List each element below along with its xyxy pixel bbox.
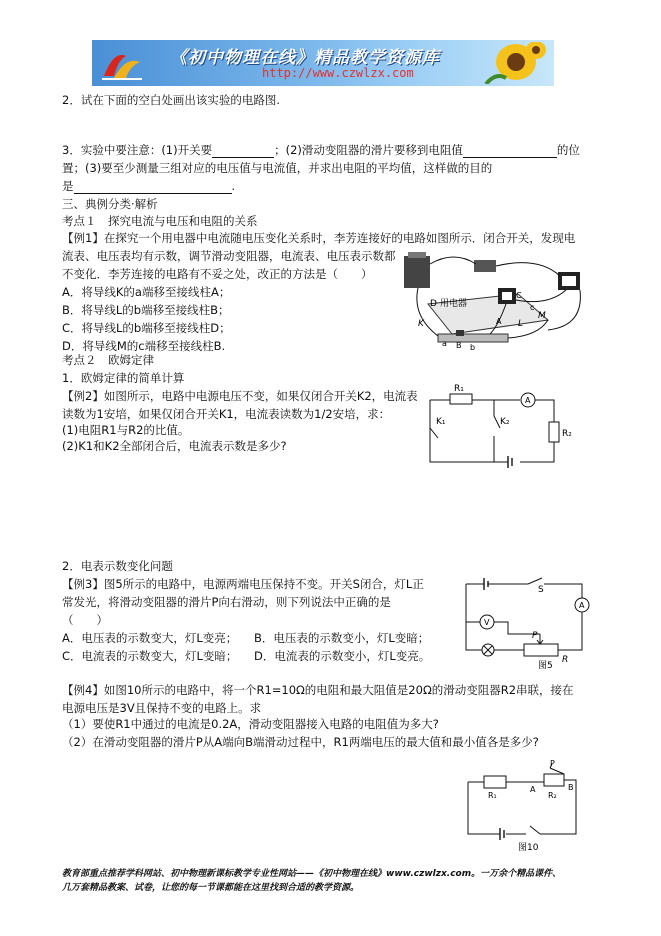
topic-2-heading: 考点２ 欧姆定律 xyxy=(62,353,154,367)
question-2: 2．试在下面的空白处画出该实验的电路图. xyxy=(62,93,280,107)
banner-url[interactable]: http://www.czwlzx.com xyxy=(262,66,414,80)
subsection-1: 1．欧姆定律的简单计算 xyxy=(62,371,185,385)
ex1-line3: 不变化．李芳连接的电路有不妥之处，改正的方法是（ ） xyxy=(62,267,373,281)
ex4-circuit-diagram xyxy=(460,758,586,854)
section-heading: 三、典例分类·解析 xyxy=(62,197,158,211)
battery-icon xyxy=(500,828,504,840)
label-r: R xyxy=(562,655,569,665)
figure-caption-5: 图5 xyxy=(538,661,553,670)
ex2-circuit-diagram xyxy=(420,380,580,472)
rheostat-r xyxy=(524,644,558,656)
battery-icon xyxy=(484,578,488,590)
footer-line2: 几万套精品教案、试卷，让您的每一节课都能在这里找到合适的教学资源。 xyxy=(62,883,360,893)
ex3-line1: 【例3】图5所示的电路中，电源两端电压保持不变。开关S闭合，灯L正 xyxy=(62,577,424,591)
q3-text-a: 3．实验中要注意：(1)开关要 xyxy=(62,143,213,157)
topic-1-heading: 考点１ 探究电流与电压和电阻的关系 xyxy=(62,214,258,228)
resistor-r1 xyxy=(484,776,506,788)
ex4-line1: 【例4】如图10所示的电路中，将一个R1=10Ω的电阻和最大阻值是20Ω的滑动变阻器R2串联，接在 xyxy=(62,683,574,697)
label-d: D xyxy=(430,299,437,309)
label-p: P xyxy=(532,631,538,641)
q3-text-d: 是 xyxy=(62,179,74,193)
resistor-r2 xyxy=(549,422,559,442)
ex3-line3: （ ） xyxy=(62,613,108,627)
q3-text-c: 的位 xyxy=(556,143,580,157)
ex1-line2: 流表、电压表均有示数，调节滑动变阻器，电流表、电压表示数都 xyxy=(62,249,396,263)
blank-field[interactable] xyxy=(74,181,232,194)
label-appliance: 用电器 xyxy=(440,299,468,309)
label-s: S xyxy=(538,585,544,595)
ex4-line3: （1）要使R1中通过的电流是0.2A，滑动变阻器接入电路的电阻值为多大? xyxy=(62,717,439,731)
label-b-cap: B xyxy=(456,341,462,350)
label-voltmeter: V xyxy=(484,618,490,627)
rheostat-icon xyxy=(438,334,508,342)
ex3-option-c: C．电流表的示数变大，灯L变暗； xyxy=(62,649,238,663)
ex1-option-d: D．将导线M的c端移至接线柱B. xyxy=(62,339,226,353)
ex2-line1: 【例2】如图所示，电路中电源电压不变，如果仅闭合开关K2，电流表 xyxy=(62,389,418,403)
footer-line1: 教育部重点推荐学科网站、初中物理新课标教学专业性网站——《初中物理在线》www.czwlzx.com。一万余个精品课件、 xyxy=(62,869,562,879)
sunflower-icon xyxy=(466,42,548,84)
ex3-option-d: D．电流表的示数变小，灯L变亮。 xyxy=(254,649,431,663)
ex3-circuit-diagram xyxy=(458,574,598,670)
ex4-line4: （2）在滑动变阻器的滑片P从A端向B端滑动过程中，R1两端电压的最大值和最小值各是多少? xyxy=(62,735,539,749)
banner-title: 《初中物理在线》精品教学资源库 xyxy=(170,48,440,68)
label-a-cap: A xyxy=(496,317,502,326)
label-r2: R₂ xyxy=(548,791,557,800)
label-r2: R₂ xyxy=(562,429,572,439)
label-b: b xyxy=(470,343,476,352)
ex1-option-a: A．将导线K的a端移至接线柱A； xyxy=(62,285,231,299)
switch-s xyxy=(488,578,542,584)
subsection-2: 2．电表示数变化问题 xyxy=(62,559,173,573)
rheostat-r2 xyxy=(544,774,564,786)
ex2-line2: 读数为1安培，如果仅闭合开关K1，电流表读数为1/2安培，求： xyxy=(62,407,391,421)
ex1-option-b: B．将导线L的b端移至接线柱B； xyxy=(62,303,230,317)
label-k2: K₂ xyxy=(500,417,510,427)
label-l: L xyxy=(518,319,524,329)
label-ammeter: A xyxy=(525,396,531,405)
resistor-r1 xyxy=(450,394,472,404)
blank-field[interactable] xyxy=(463,145,557,158)
battery-box xyxy=(404,256,430,288)
ex2-line3: (1)电阻R1与R2的比值。 xyxy=(62,423,190,437)
switch-icon xyxy=(530,826,540,834)
site-logo-icon xyxy=(100,46,144,82)
label-m: M xyxy=(538,311,546,321)
q3-text-e: . xyxy=(231,179,236,193)
ex1-line1: 【例1】在探究一个用电器中电流随电压变化关系时，李芳连接好的电路如图所示．闭合开关，发现电 xyxy=(62,231,576,245)
label-p: P xyxy=(550,759,555,768)
question-3-line3 xyxy=(62,178,235,194)
header-banner xyxy=(92,40,554,86)
ex3-option-b: B．电压表的示数变小，灯L变暗； xyxy=(254,631,430,645)
question-3-line1 xyxy=(62,142,580,158)
q3-text-b: ；(2)滑动变阻器的滑片要移到电阻值 xyxy=(274,143,463,157)
label-ammeter: A xyxy=(579,601,585,610)
ex1-circuit-photo xyxy=(398,246,588,354)
label-k1: K₁ xyxy=(436,417,446,427)
label-a: a xyxy=(442,339,447,348)
blank-field[interactable] xyxy=(212,145,274,158)
label-r1: R₁ xyxy=(454,384,464,394)
ex3-line2: 常发光，将滑动变阻器的滑片P向右滑动，则下列说法中正确的是 xyxy=(62,595,391,609)
figure-caption-10: 图10 xyxy=(518,843,539,853)
ex2-line4: (2)K1和K2全部闭合后，电流表示数是多少? xyxy=(62,439,287,453)
label-c-small: c xyxy=(530,303,535,312)
ex3-option-a: A．电压表的示数变大，灯L变亮； xyxy=(62,631,238,645)
label-b: B xyxy=(568,783,574,792)
battery-icon xyxy=(508,456,512,468)
label-k: K xyxy=(418,319,424,329)
question-3-line2: 置；(3)要至少测量三组对应的电压值与电流值，并求出电阻的平均值，这样做的目的 xyxy=(62,161,493,175)
switch-icon xyxy=(474,260,496,272)
label-r1: R₁ xyxy=(488,791,497,800)
label-a: A xyxy=(530,785,536,794)
ex1-option-c: C．将导线L的b端移至接线柱D； xyxy=(62,321,231,335)
ex4-line2: 电源电压是3V且保持不变的电路上。求 xyxy=(62,701,262,715)
label-c: C xyxy=(516,291,522,300)
